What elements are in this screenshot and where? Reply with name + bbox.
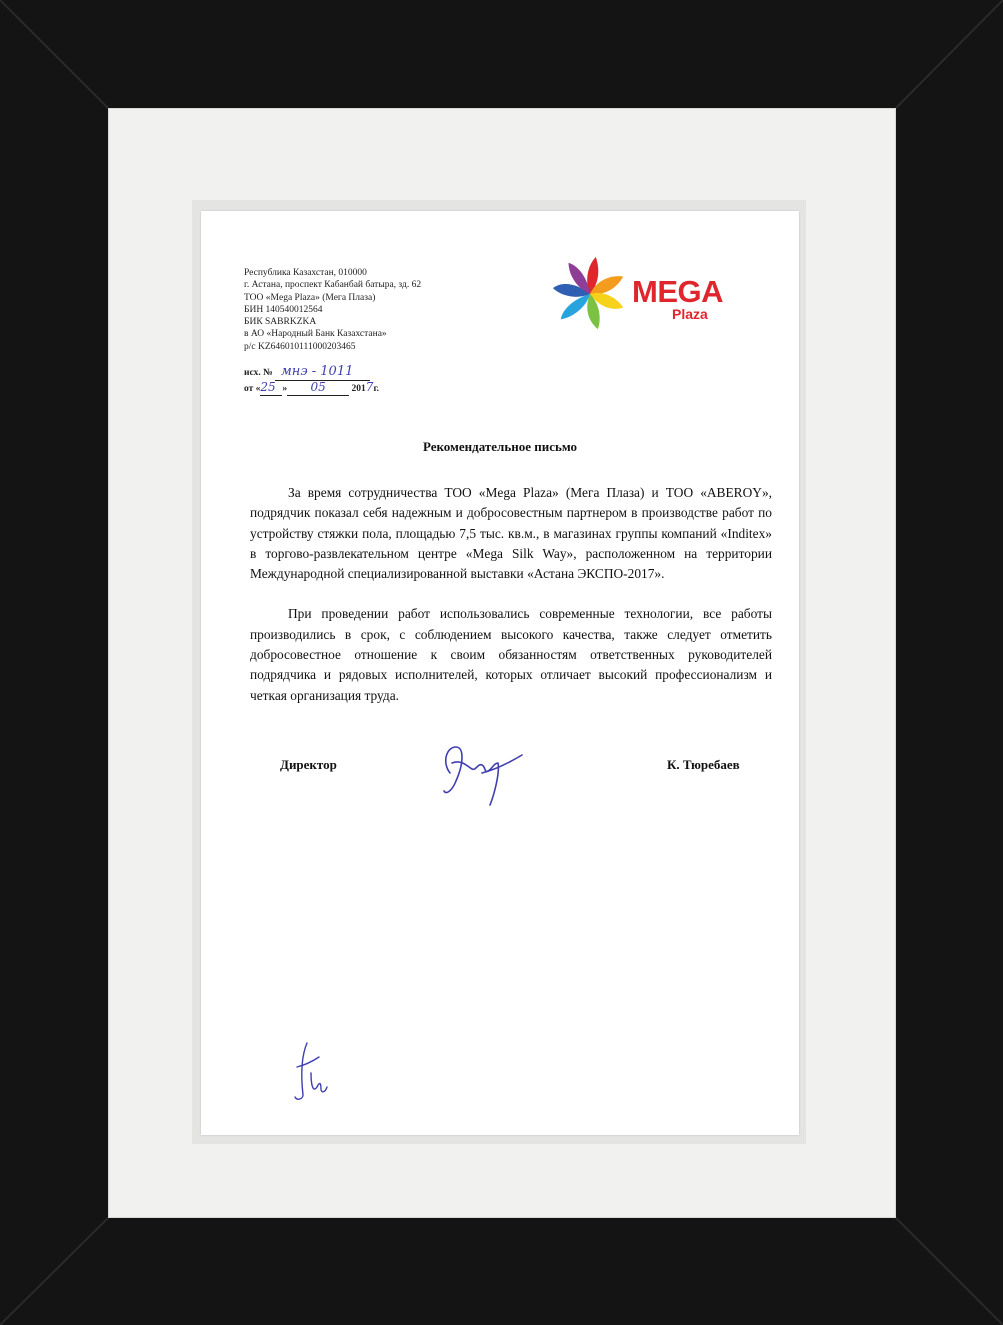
- logo-brand: MEGA: [632, 274, 723, 309]
- signatory-position: Директор: [280, 757, 337, 772]
- sender-address: [244, 267, 421, 353]
- reference-date-label: от «: [244, 383, 261, 394]
- mega-plaza-logo: [550, 255, 740, 333]
- reference-day-handwritten: 25: [260, 379, 276, 394]
- recommendation-letter: [201, 211, 799, 1135]
- address-line: г. Астана, проспект Кабанбай батыра, зд. 62: [244, 280, 422, 291]
- director-signature: [438, 733, 538, 808]
- outgoing-reference: [244, 366, 379, 396]
- signatory-name: К. Тюребаев: [667, 757, 740, 772]
- reference-month-handwritten: 05: [310, 379, 326, 394]
- body-paragraph: При проведении работ использовались современные технологии, все работы производились в срок, с соблюдением высокого качества, также следует отметить добросовестное отношение к своим обязанностям ответственных руководителей подрядчика и рядовых исполнителей, которых отличает высокий профессионализм и четкая организация труда.: [250, 606, 772, 703]
- logo-wordmark: [632, 274, 723, 322]
- reference-day-blank: [260, 381, 282, 397]
- address-line: ТОО «Mega Plaza» (Мега Плаза): [244, 292, 376, 303]
- pinwheel-icon: [550, 255, 630, 333]
- address-line: Республика Казахстан, 010000: [244, 268, 367, 278]
- reference-date-line: от «25 » 05 2017г.: [244, 381, 379, 397]
- reference-number-handwritten: мнэ - 1011: [281, 364, 354, 379]
- reference-number-blank: [275, 366, 370, 381]
- address-line: в АО «Народный Банк Казахстана»: [244, 329, 387, 340]
- letter-body: [250, 483, 772, 726]
- reference-number-line: [244, 366, 379, 381]
- body-paragraph: За время сотрудничества ТОО «Mega Plaza» (Мега Плаза) и ТОО «ABEROY», подрядчик показал себя надежным и добросовестным партнером в производстве работ по устройству стяжки пола, площадью 7,5 тыс. кв.м., в магазинах группы компаний «Inditex» в торгово-развлекательном центре «Mega Silk Way», расположенном на территории Международной специализированной выставки «Астана ЭКСПО-2017».: [250, 485, 772, 582]
- reference-year-prefix: 201: [351, 383, 366, 394]
- reference-year-suffix: г.: [373, 383, 380, 394]
- reference-year-handwritten: 7: [365, 379, 374, 394]
- address-line: БИК SABRKZKA: [244, 317, 317, 328]
- letter-title: Рекомендательное письмо: [422, 439, 578, 454]
- reference-number-label: исх. №: [244, 368, 273, 378]
- address-line: БИН 140540012564: [244, 304, 323, 315]
- reference-month-blank: [287, 381, 349, 397]
- logo-sub: Plaza: [672, 306, 708, 322]
- initials-mark: [287, 1037, 337, 1107]
- address-line: р/с KZ646010111000203465: [244, 341, 356, 352]
